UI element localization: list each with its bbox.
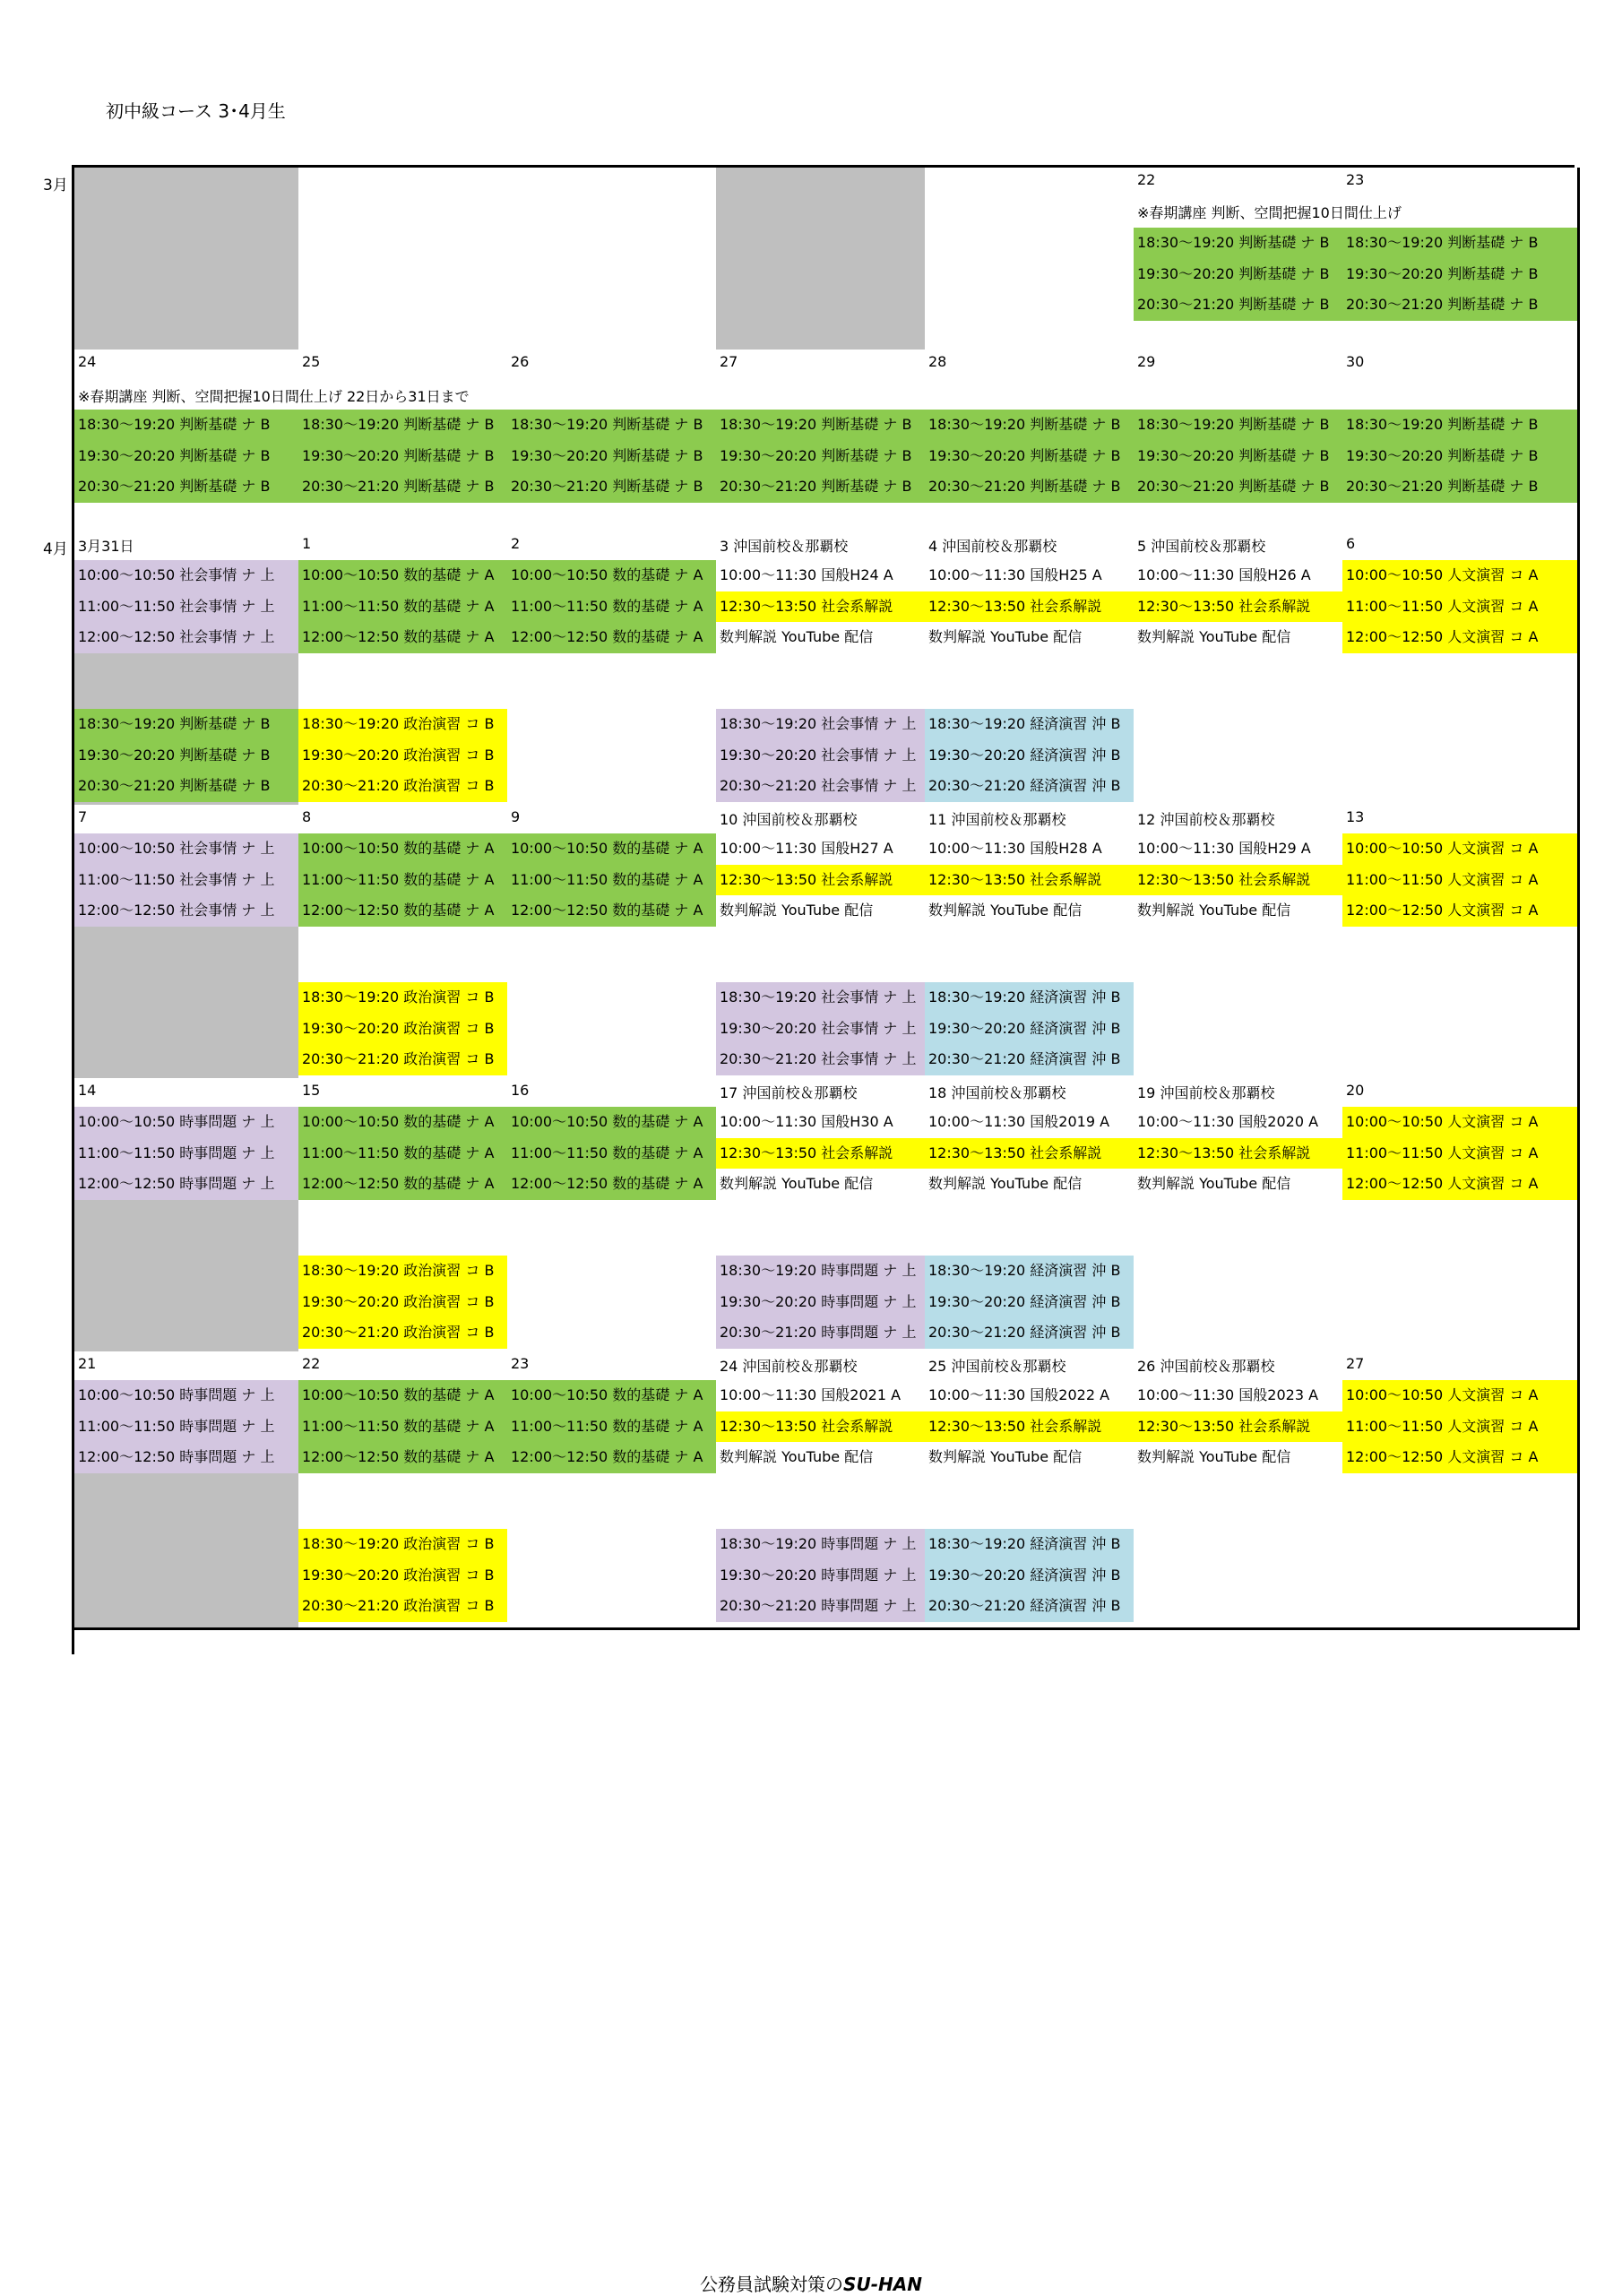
class-slot[interactable]: 19:30～20:20 経済演習 沖 B xyxy=(925,1560,1136,1592)
day-cell[interactable] xyxy=(1342,168,1580,352)
class-slot[interactable]: 12:00～12:50 数的基礎 ナ A xyxy=(507,1169,719,1200)
day-cell[interactable] xyxy=(925,350,1139,534)
day-number: 17 沖国前校＆那覇校 xyxy=(720,1084,858,1101)
class-slot[interactable]: 11:00～11:50 数的基礎 ナ A xyxy=(507,865,719,896)
class-slot[interactable]: 12:30～13:50 社会系解説 xyxy=(1134,591,1345,623)
class-slot[interactable]: 11:00～11:50 時事問題 ナ 上 xyxy=(74,1411,301,1443)
class-slot[interactable]: 19:30～20:20 判断基礎 ナ B xyxy=(74,740,301,772)
class-slot[interactable]: 数判解説 YouTube 配信 xyxy=(928,1448,1083,1465)
day-number: 19 沖国前校＆那覇校 xyxy=(1137,1084,1275,1101)
class-slot[interactable]: 10:00～10:50 数的基礎 ナ A xyxy=(507,1107,719,1138)
day-number: 2 xyxy=(511,535,521,552)
class-slot[interactable]: 10:00～10:50 時事問題 ナ 上 xyxy=(74,1107,301,1138)
day-number: 16 xyxy=(511,1082,530,1099)
class-slot[interactable]: 12:00～12:50 人文演習 コ A xyxy=(1342,895,1577,927)
day-cell[interactable] xyxy=(298,1078,513,1354)
class-slot[interactable]: 12:30～13:50 社会系解説 xyxy=(1134,865,1345,896)
class-slot[interactable]: 数判解説 YouTube 配信 xyxy=(1137,628,1291,645)
class-slot[interactable]: 20:30～21:20 政治演習 コ B xyxy=(298,1317,510,1349)
class-slot[interactable]: 20:30～21:20 経済演習 沖 B xyxy=(925,1044,1136,1075)
class-slot[interactable]: 11:00～11:50 数的基礎 ナ A xyxy=(298,591,510,623)
day-number: 27 xyxy=(720,353,738,370)
footer-prefix: 公務員試験対策の xyxy=(700,2274,844,2295)
class-slot[interactable]: 11:00～11:50 社会事情 ナ 上 xyxy=(74,865,301,896)
class-slot[interactable]: 10:00～11:30 国般H26 A xyxy=(1137,566,1311,583)
class-slot[interactable]: 19:30～20:20 判断基礎 ナ B xyxy=(507,441,719,472)
week-row xyxy=(74,531,1575,807)
day-cell[interactable] xyxy=(1134,1078,1348,1354)
class-slot[interactable]: 12:30～13:50 社会系解説 xyxy=(716,591,927,623)
class-slot[interactable]: 12:00～12:50 時事問題 ナ 上 xyxy=(74,1169,301,1200)
class-slot[interactable]: 10:00～11:30 国般2019 A xyxy=(928,1113,1110,1130)
class-slot[interactable]: 12:30～13:50 社会系解説 xyxy=(716,1138,927,1170)
class-slot[interactable]: 19:30～20:20 判断基礎 ナ B xyxy=(925,441,1136,472)
day-cell[interactable] xyxy=(1134,1351,1348,1630)
class-slot[interactable]: 18:30～19:20 判断基礎 ナ B xyxy=(1342,410,1577,441)
class-slot[interactable]: 12:00～12:50 時事問題 ナ 上 xyxy=(74,1442,301,1473)
footer-brand: SU-HAN xyxy=(843,2274,922,2295)
week-row xyxy=(74,805,1575,1081)
spring-course-note: ※春期講座 判断、空間把握10日間仕上げ xyxy=(1137,204,1402,221)
day-cell[interactable] xyxy=(507,350,721,534)
class-slot[interactable]: 19:30～20:20 判断基礎 ナ B xyxy=(1342,441,1577,472)
class-slot[interactable]: 10:00～10:50 数的基礎 ナ A xyxy=(298,833,510,865)
class-slot[interactable]: 12:00～12:50 数的基礎 ナ A xyxy=(507,895,719,927)
class-slot[interactable]: 19:30～20:20 判断基礎 ナ B xyxy=(1342,259,1577,290)
class-slot[interactable]: 12:00～12:50 社会事情 ナ 上 xyxy=(74,895,301,927)
day-number: 7 xyxy=(78,808,88,825)
class-slot[interactable]: 19:30～20:20 政治演習 コ B xyxy=(298,1287,510,1318)
day-cell[interactable] xyxy=(716,805,930,1081)
class-slot[interactable]: 18:30～19:20 経済演習 沖 B xyxy=(925,709,1136,740)
day-cell[interactable] xyxy=(1134,531,1348,807)
class-slot[interactable]: 11:00～11:50 人文演習 コ A xyxy=(1342,865,1577,896)
day-cell[interactable] xyxy=(74,1351,304,1630)
class-slot[interactable]: 20:30～21:20 社会事情 ナ 上 xyxy=(716,1044,927,1075)
day-cell[interactable] xyxy=(925,168,1139,352)
day-cell[interactable] xyxy=(1134,350,1348,534)
class-slot[interactable]: 18:30～19:20 判断基礎 ナ B xyxy=(1134,410,1345,441)
day-number: 25 xyxy=(302,353,321,370)
class-slot[interactable]: 10:00～10:50 数的基礎 ナ A xyxy=(298,1107,510,1138)
class-slot[interactable]: 19:30～20:20 政治演習 コ B xyxy=(298,740,510,772)
day-number: 15 xyxy=(302,1082,321,1099)
week-row xyxy=(74,1351,1575,1630)
class-slot[interactable]: 20:30～21:20 時事問題 ナ 上 xyxy=(716,1317,927,1349)
class-slot[interactable]: 19:30～20:20 政治演習 コ B xyxy=(298,1560,510,1592)
class-slot[interactable]: 数判解説 YouTube 配信 xyxy=(1137,1448,1291,1465)
class-slot[interactable]: 数判解説 YouTube 配信 xyxy=(1137,902,1291,919)
day-cell[interactable] xyxy=(507,531,721,807)
class-slot[interactable]: 20:30～21:20 経済演習 沖 B xyxy=(925,1317,1136,1349)
day-cell[interactable] xyxy=(74,1078,304,1354)
class-slot[interactable]: 12:30～13:50 社会系解説 xyxy=(716,1411,927,1443)
class-slot[interactable]: 20:30～21:20 社会事情 ナ 上 xyxy=(716,771,927,802)
day-number: 6 xyxy=(1346,535,1356,552)
class-slot[interactable]: 10:00～10:50 社会事情 ナ 上 xyxy=(74,833,301,865)
week-row xyxy=(74,1078,1575,1354)
spring-course-note: ※春期講座 判断、空間把握10日間仕上げ 22日から31日まで xyxy=(78,388,470,405)
day-cell[interactable] xyxy=(298,1351,513,1630)
class-slot[interactable]: 19:30～20:20 社会事情 ナ 上 xyxy=(716,740,927,772)
class-slot[interactable]: 11:00～11:50 数的基礎 ナ A xyxy=(507,1138,719,1170)
class-slot[interactable]: 19:30～20:20 経済演習 沖 B xyxy=(925,740,1136,772)
class-slot[interactable]: 12:30～13:50 社会系解説 xyxy=(925,865,1136,896)
class-slot[interactable]: 18:30～19:20 政治演習 コ B xyxy=(298,709,510,740)
class-slot[interactable]: 18:30～19:20 社会事情 ナ 上 xyxy=(716,982,927,1014)
day-number: 1 xyxy=(302,535,312,552)
class-slot[interactable]: 18:30～19:20 経済演習 沖 B xyxy=(925,982,1136,1014)
class-slot[interactable]: 12:00～12:50 社会事情 ナ 上 xyxy=(74,622,301,653)
class-slot[interactable]: 数判解説 YouTube 配信 xyxy=(928,628,1083,645)
class-slot[interactable]: 18:30～19:20 判断基礎 ナ B xyxy=(74,410,301,441)
day-cell[interactable] xyxy=(1342,531,1580,807)
class-slot[interactable]: 10:00～10:50 社会事情 ナ 上 xyxy=(74,560,301,591)
class-slot[interactable]: 10:00～10:50 数的基礎 ナ A xyxy=(507,560,719,591)
class-slot[interactable]: 19:30～20:20 経済演習 沖 B xyxy=(925,1014,1136,1045)
class-slot[interactable]: 数判解説 YouTube 配信 xyxy=(720,628,874,645)
footer xyxy=(0,2270,1622,2296)
day-number: 14 xyxy=(78,1082,97,1099)
month-label: 3月 xyxy=(43,177,68,194)
day-cell[interactable] xyxy=(74,350,304,534)
class-slot[interactable]: 20:30～21:20 判断基礎 ナ B xyxy=(74,771,301,802)
class-slot[interactable]: 12:30～13:50 社会系解説 xyxy=(1134,1138,1345,1170)
class-slot[interactable]: 10:00～11:30 国般H30 A xyxy=(720,1113,893,1130)
week-row xyxy=(74,350,1575,534)
class-slot[interactable]: 10:00～10:50 時事問題 ナ 上 xyxy=(74,1380,301,1411)
class-slot[interactable]: 19:30～20:20 時事問題 ナ 上 xyxy=(716,1287,927,1318)
day-cell[interactable] xyxy=(507,1078,721,1354)
day-cell[interactable] xyxy=(716,531,930,807)
day-number: 10 沖国前校＆那覇校 xyxy=(720,811,858,828)
class-slot[interactable]: 19:30～20:20 時事問題 ナ 上 xyxy=(716,1560,927,1592)
class-slot[interactable]: 20:30～21:20 判断基礎 ナ B xyxy=(507,471,719,503)
class-slot[interactable]: 20:30～21:20 政治演習 コ B xyxy=(298,771,510,802)
class-slot[interactable]: 12:00～12:50 人文演習 コ A xyxy=(1342,1169,1577,1200)
day-number: 23 xyxy=(511,1355,530,1372)
class-slot[interactable]: 20:30～21:20 判断基礎 ナ B xyxy=(298,471,510,503)
class-slot[interactable]: 10:00～11:30 国般2020 A xyxy=(1137,1113,1319,1130)
day-number: 3月31日 xyxy=(78,538,134,555)
day-number: 5 沖国前校＆那覇校 xyxy=(1137,538,1266,555)
day-cell[interactable] xyxy=(74,531,304,807)
class-slot[interactable]: 20:30～21:20 判断基礎 ナ B xyxy=(1342,471,1577,503)
class-slot[interactable]: 19:30～20:20 判断基礎 ナ B xyxy=(1134,259,1345,290)
day-cell[interactable] xyxy=(507,1351,721,1630)
day-header-band xyxy=(74,805,301,833)
day-cell[interactable] xyxy=(925,1078,1139,1354)
class-slot[interactable]: 10:00～11:30 国般H25 A xyxy=(928,566,1102,583)
day-cell[interactable] xyxy=(716,1078,930,1354)
class-slot[interactable]: 12:00～12:50 数的基礎 ナ A xyxy=(507,1442,719,1473)
day-number: 26 沖国前校＆那覇校 xyxy=(1137,1358,1275,1375)
class-slot[interactable]: 12:00～12:50 数的基礎 ナ A xyxy=(298,1169,510,1200)
class-slot[interactable]: 11:00～11:50 社会事情 ナ 上 xyxy=(74,591,301,623)
day-cell[interactable] xyxy=(925,531,1139,807)
class-slot[interactable]: 12:30～13:50 社会系解説 xyxy=(925,1411,1136,1443)
class-slot[interactable]: 18:30～19:20 判断基礎 ナ B xyxy=(74,709,301,740)
class-slot[interactable]: 18:30～19:20 社会事情 ナ 上 xyxy=(716,709,927,740)
day-cell[interactable] xyxy=(1134,805,1348,1081)
week-row xyxy=(74,168,1575,352)
class-slot[interactable]: 10:00～10:50 数的基礎 ナ A xyxy=(298,560,510,591)
class-slot[interactable]: 11:00～11:50 人文演習 コ A xyxy=(1342,1411,1577,1443)
day-number: 9 xyxy=(511,808,521,825)
day-cell[interactable] xyxy=(1342,1351,1580,1630)
class-slot[interactable]: 20:30～21:20 経済演習 沖 B xyxy=(925,771,1136,802)
day-number: 22 xyxy=(302,1355,321,1372)
day-cell[interactable] xyxy=(298,168,513,352)
class-slot[interactable]: 20:30～21:20 政治演習 コ B xyxy=(298,1044,510,1075)
class-slot[interactable]: 20:30～21:20 経済演習 沖 B xyxy=(925,1591,1136,1622)
day-number: 13 xyxy=(1346,808,1365,825)
class-slot[interactable]: 11:00～11:50 時事問題 ナ 上 xyxy=(74,1138,301,1170)
day-number: 28 xyxy=(928,353,947,370)
class-slot[interactable]: 12:00～12:50 人文演習 コ A xyxy=(1342,1442,1577,1473)
day-number: 12 沖国前校＆那覇校 xyxy=(1137,811,1275,828)
class-slot[interactable]: 20:30～21:20 政治演習 コ B xyxy=(298,1591,510,1622)
class-slot[interactable]: 12:00～12:50 数的基礎 ナ A xyxy=(507,622,719,653)
day-cell[interactable] xyxy=(507,168,721,352)
class-slot[interactable]: 数判解説 YouTube 配信 xyxy=(720,1448,874,1465)
day-cell[interactable] xyxy=(716,350,930,534)
class-slot[interactable]: 10:00～11:30 国般H29 A xyxy=(1137,840,1311,857)
class-slot[interactable]: 10:00～11:30 国般2022 A xyxy=(928,1386,1110,1403)
day-number: 23 xyxy=(1346,171,1365,188)
class-slot[interactable]: 19:30～20:20 経済演習 沖 B xyxy=(925,1287,1136,1318)
day-number: 27 xyxy=(1346,1355,1365,1372)
class-slot[interactable]: 20:30～21:20 判断基礎 ナ B xyxy=(716,471,927,503)
class-slot[interactable]: 10:00～10:50 人文演習 コ A xyxy=(1342,560,1577,591)
day-cell[interactable] xyxy=(716,1351,930,1630)
class-slot[interactable]: 18:30～19:20 判断基礎 ナ B xyxy=(298,410,510,441)
class-slot[interactable]: 11:00～11:50 数的基礎 ナ A xyxy=(507,1411,719,1443)
class-slot[interactable]: 12:30～13:50 社会系解説 xyxy=(925,591,1136,623)
day-cell[interactable] xyxy=(1342,350,1580,534)
day-number: 3 沖国前校＆那覇校 xyxy=(720,538,849,555)
day-number: 24 沖国前校＆那覇校 xyxy=(720,1358,858,1375)
class-slot[interactable]: 数判解説 YouTube 配信 xyxy=(928,1175,1083,1192)
day-number: 29 xyxy=(1137,353,1156,370)
class-slot[interactable]: 18:30～19:20 政治演習 コ B xyxy=(298,982,510,1014)
class-slot[interactable]: 20:30～21:20 判断基礎 ナ B xyxy=(1342,289,1577,321)
class-slot[interactable]: 18:30～19:20 判断基礎 ナ B xyxy=(1342,228,1577,259)
class-slot[interactable]: 10:00～11:30 国般H28 A xyxy=(928,840,1102,857)
day-number: 30 xyxy=(1346,353,1365,370)
day-cell[interactable] xyxy=(925,1351,1139,1630)
class-slot[interactable]: 10:00～10:50 数的基礎 ナ A xyxy=(507,833,719,865)
day-number: 22 xyxy=(1137,171,1156,188)
class-slot[interactable]: 数判解説 YouTube 配信 xyxy=(1137,1175,1291,1192)
class-slot[interactable]: 12:30～13:50 社会系解説 xyxy=(925,1138,1136,1170)
class-slot[interactable]: 20:30～21:20 時事問題 ナ 上 xyxy=(716,1591,927,1622)
class-slot[interactable]: 10:00～11:30 国般H24 A xyxy=(720,566,893,583)
day-number: 26 xyxy=(511,353,530,370)
class-slot[interactable]: 11:00～11:50 数的基礎 ナ A xyxy=(298,1411,510,1443)
class-slot[interactable]: 10:00～11:30 国般2023 A xyxy=(1137,1386,1319,1403)
class-slot[interactable]: 10:00～10:50 人文演習 コ A xyxy=(1342,1107,1577,1138)
class-slot[interactable]: 18:30～19:20 判断基礎 ナ B xyxy=(925,410,1136,441)
day-number: 8 xyxy=(302,808,312,825)
day-cell[interactable] xyxy=(1342,1078,1580,1354)
class-slot[interactable]: 18:30～19:20 時事問題 ナ 上 xyxy=(716,1529,927,1560)
class-slot[interactable]: 11:00～11:50 人文演習 コ A xyxy=(1342,591,1577,623)
class-slot[interactable]: 12:00～12:50 人文演習 コ A xyxy=(1342,622,1577,653)
day-cell[interactable] xyxy=(298,531,513,807)
month-label: 4月 xyxy=(43,540,68,558)
day-cell[interactable] xyxy=(507,805,721,1081)
class-slot[interactable]: 10:00～10:50 数的基礎 ナ A xyxy=(298,1380,510,1411)
day-cell[interactable] xyxy=(298,350,513,534)
day-cell[interactable] xyxy=(716,168,930,352)
class-slot[interactable]: 19:30～20:20 判断基礎 ナ B xyxy=(1134,441,1345,472)
class-slot[interactable]: 10:00～11:30 国般2021 A xyxy=(720,1386,902,1403)
class-slot[interactable]: 20:30～21:20 判断基礎 ナ B xyxy=(74,471,301,503)
day-number: 24 xyxy=(78,353,97,370)
class-slot[interactable]: 12:00～12:50 数的基礎 ナ A xyxy=(298,895,510,927)
class-slot[interactable]: 20:30～21:20 判断基礎 ナ B xyxy=(925,471,1136,503)
day-cell[interactable] xyxy=(74,805,304,1081)
class-slot[interactable]: 11:00～11:50 数的基礎 ナ A xyxy=(298,1138,510,1170)
class-slot[interactable]: 数判解説 YouTube 配信 xyxy=(720,902,874,919)
class-slot[interactable]: 11:00～11:50 人文演習 コ A xyxy=(1342,1138,1577,1170)
class-slot[interactable]: 12:00～12:50 数的基礎 ナ A xyxy=(298,622,510,653)
class-slot[interactable]: 10:00～10:50 数的基礎 ナ A xyxy=(507,1380,719,1411)
day-number: 21 xyxy=(78,1355,97,1372)
class-slot[interactable]: 20:30～21:20 判断基礎 ナ B xyxy=(1134,471,1345,503)
class-slot[interactable]: 18:30～19:20 時事問題 ナ 上 xyxy=(716,1256,927,1287)
day-number: 18 沖国前校＆那覇校 xyxy=(928,1084,1066,1101)
day-header-band xyxy=(74,1078,301,1107)
class-slot[interactable]: 数判解説 YouTube 配信 xyxy=(720,1175,874,1192)
class-slot[interactable]: 10:00～11:30 国般H27 A xyxy=(720,840,893,857)
class-slot[interactable]: 12:00～12:50 数的基礎 ナ A xyxy=(298,1442,510,1473)
class-slot[interactable]: 数判解説 YouTube 配信 xyxy=(928,902,1083,919)
page-title: 初中級コース 3･4月生 xyxy=(106,100,286,122)
class-slot[interactable]: 12:30～13:50 社会系解説 xyxy=(1134,1411,1345,1443)
class-slot[interactable]: 20:30～21:20 判断基礎 ナ B xyxy=(1134,289,1345,321)
class-slot[interactable]: 18:30～19:20 判断基礎 ナ B xyxy=(716,410,927,441)
class-slot[interactable]: 12:30～13:50 社会系解説 xyxy=(716,865,927,896)
class-slot[interactable]: 11:00～11:50 数的基礎 ナ A xyxy=(298,865,510,896)
day-number: 25 沖国前校＆那覇校 xyxy=(928,1358,1066,1375)
day-number: 20 xyxy=(1346,1082,1365,1099)
day-cell[interactable] xyxy=(1342,805,1580,1081)
class-slot[interactable]: 10:00～10:50 人文演習 コ A xyxy=(1342,1380,1577,1411)
day-number: 11 沖国前校＆那覇校 xyxy=(928,811,1066,828)
class-slot[interactable]: 11:00～11:50 数的基礎 ナ A xyxy=(507,591,719,623)
class-slot[interactable]: 19:30～20:20 判断基礎 ナ B xyxy=(716,441,927,472)
day-number: 4 沖国前校＆那覇校 xyxy=(928,538,1057,555)
class-slot[interactable]: 10:00～10:50 人文演習 コ A xyxy=(1342,833,1577,865)
day-cell[interactable] xyxy=(925,805,1139,1081)
day-cell[interactable] xyxy=(298,805,513,1081)
class-slot[interactable]: 19:30～20:20 判断基礎 ナ B xyxy=(298,441,510,472)
class-slot[interactable]: 18:30～19:20 経済演習 沖 B xyxy=(925,1256,1136,1287)
class-slot[interactable]: 18:30～19:20 判断基礎 ナ B xyxy=(1134,228,1345,259)
class-slot[interactable]: 18:30～19:20 経済演習 沖 B xyxy=(925,1529,1136,1560)
day-header-band xyxy=(74,1351,301,1380)
class-slot[interactable]: 18:30～19:20 政治演習 コ B xyxy=(298,1529,510,1560)
calendar-grid xyxy=(72,165,1575,1654)
class-slot[interactable]: 18:30～19:20 判断基礎 ナ B xyxy=(507,410,719,441)
day-cell[interactable] xyxy=(74,168,304,352)
class-slot[interactable]: 19:30～20:20 判断基礎 ナ B xyxy=(74,441,301,472)
class-slot[interactable]: 19:30～20:20 社会事情 ナ 上 xyxy=(716,1014,927,1045)
class-slot[interactable]: 18:30～19:20 政治演習 コ B xyxy=(298,1256,510,1287)
class-slot[interactable]: 19:30～20:20 政治演習 コ B xyxy=(298,1014,510,1045)
day-cell[interactable] xyxy=(1134,168,1348,352)
